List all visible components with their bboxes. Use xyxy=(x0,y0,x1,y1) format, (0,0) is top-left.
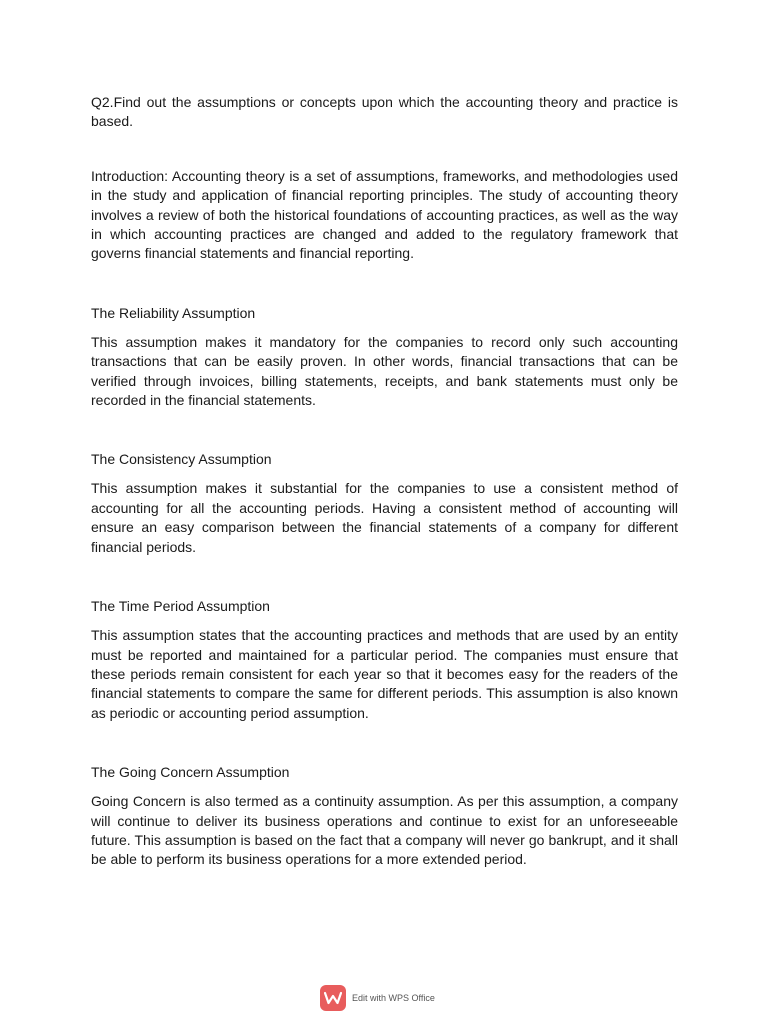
section-body: This assumption makes it mandatory for the companies to record only such accounting transactions that can be easily proven. In other words, financial transactions that can be verified through invoices, billing statements, receipts, and bank statements must only be recorded in the financial statements. xyxy=(91,333,678,409)
edit-with-wps-link[interactable] xyxy=(320,985,435,1011)
section-reliability xyxy=(91,304,678,411)
question-text: Q2.Find out the assumptions or concepts upon which the accounting theory and practice is based. xyxy=(91,94,678,130)
section-body: Going Concern is also termed as a continuity assumption. As per this assumption, a company will continue to deliver its business operations and continue to exist for an unforeseeable future. This assumption is based on the fact that a company will never go bankrupt, and it shall be able to perform its business operations for a more extended period. xyxy=(91,793,678,868)
wps-office-logo-icon xyxy=(320,985,346,1011)
introduction-text: Accounting theory is a set of assumptions, frameworks, and methodologies used in the study and application of financial reporting principles. The study of accounting theory involves a review of both the historical foundations of accounting practices, as well as the way in which accounting practices are changed and added to the regulatory framework that governs financial statements and financial reporting. xyxy=(91,167,678,262)
introduction-label: Introduction: xyxy=(91,167,169,184)
section-heading: The Time Period Assumption xyxy=(91,598,270,615)
section-body: This assumption states that the accounting practices and methods that are used by an entity must be reported and maintained for a particular period. The companies must ensure that these periods remain consistent for each year so that it becomes easy for the readers of the financial statements to compare the same for different periods. This assumption is also known as periodic or accounting period assumption. xyxy=(91,627,678,721)
edit-with-wps-text: Edit with WPS Office xyxy=(352,993,435,1003)
section-time-period xyxy=(91,597,678,723)
section-heading: The Reliability Assumption xyxy=(91,304,256,321)
introduction-paragraph xyxy=(91,167,678,264)
section-heading: The Consistency Assumption xyxy=(91,451,272,468)
section-going-concern xyxy=(91,763,678,870)
section-body: This assumption makes it substantial for the companies to use a consistent method of accounting for all the accounting periods. Having a consistent method of accounting will ensure an easy comparison between the financial statements of a company for different financial periods. xyxy=(91,480,678,555)
document-page xyxy=(91,93,678,910)
section-heading: The Going Concern Assumption xyxy=(91,764,290,781)
section-consistency xyxy=(91,450,678,557)
